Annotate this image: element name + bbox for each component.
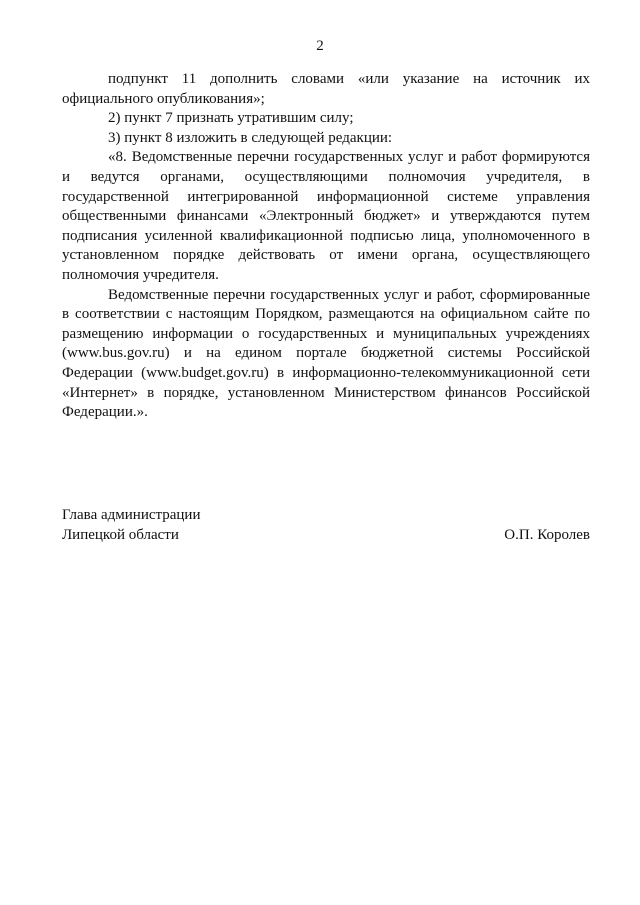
paragraph-subitem-11: подпункт 11 дополнить словами «или указание на источник их официального опубликования»; [62, 71, 590, 107]
page-number: 2 [316, 38, 324, 54]
paragraph-publication: Ведомственные перечни государственных услуг и работ, сформированные в соответствии с настоящим Порядком, размещаются на официальном сайте по размещению информации о государственных и муниципальных учреждениях (www.bus.gov.ru) и на едином портале бюджетной системы Российской Федерации (www.budget.gov.ru) в информационно-телекоммуникационной сети «Интернет» в порядке, установленном Министерством финансов Российской Федерации.». [62, 286, 590, 421]
signature-block [62, 506, 590, 545]
document-body [62, 70, 590, 423]
signatory-title-line2: Липецкой области [62, 526, 179, 543]
paragraph-item-7: 2) пункт 7 признать утратившим силу; [108, 110, 354, 127]
signatory-title-line1: Глава администрации [62, 507, 201, 523]
paragraph-item-8-text: «8. Ведомственные перечни государственных услуг и работ формируются и ведутся органами, осуществляющими полномочия учредителя, в государственной интегрированной информационной системе управления общественными финансами «Электронный бюджет» и утверждаются путем подписания усиленной квалификационной подписью лица, уполномоченного в установленном порядке действовать от имени органа, осуществляющего полномочия учредителя. [62, 149, 590, 283]
signatory-name: О.П. Королев [504, 526, 590, 543]
signature-row [62, 526, 590, 546]
paragraph-item-8-intro: 3) пункт 8 изложить в следующей редакции: [108, 129, 393, 146]
